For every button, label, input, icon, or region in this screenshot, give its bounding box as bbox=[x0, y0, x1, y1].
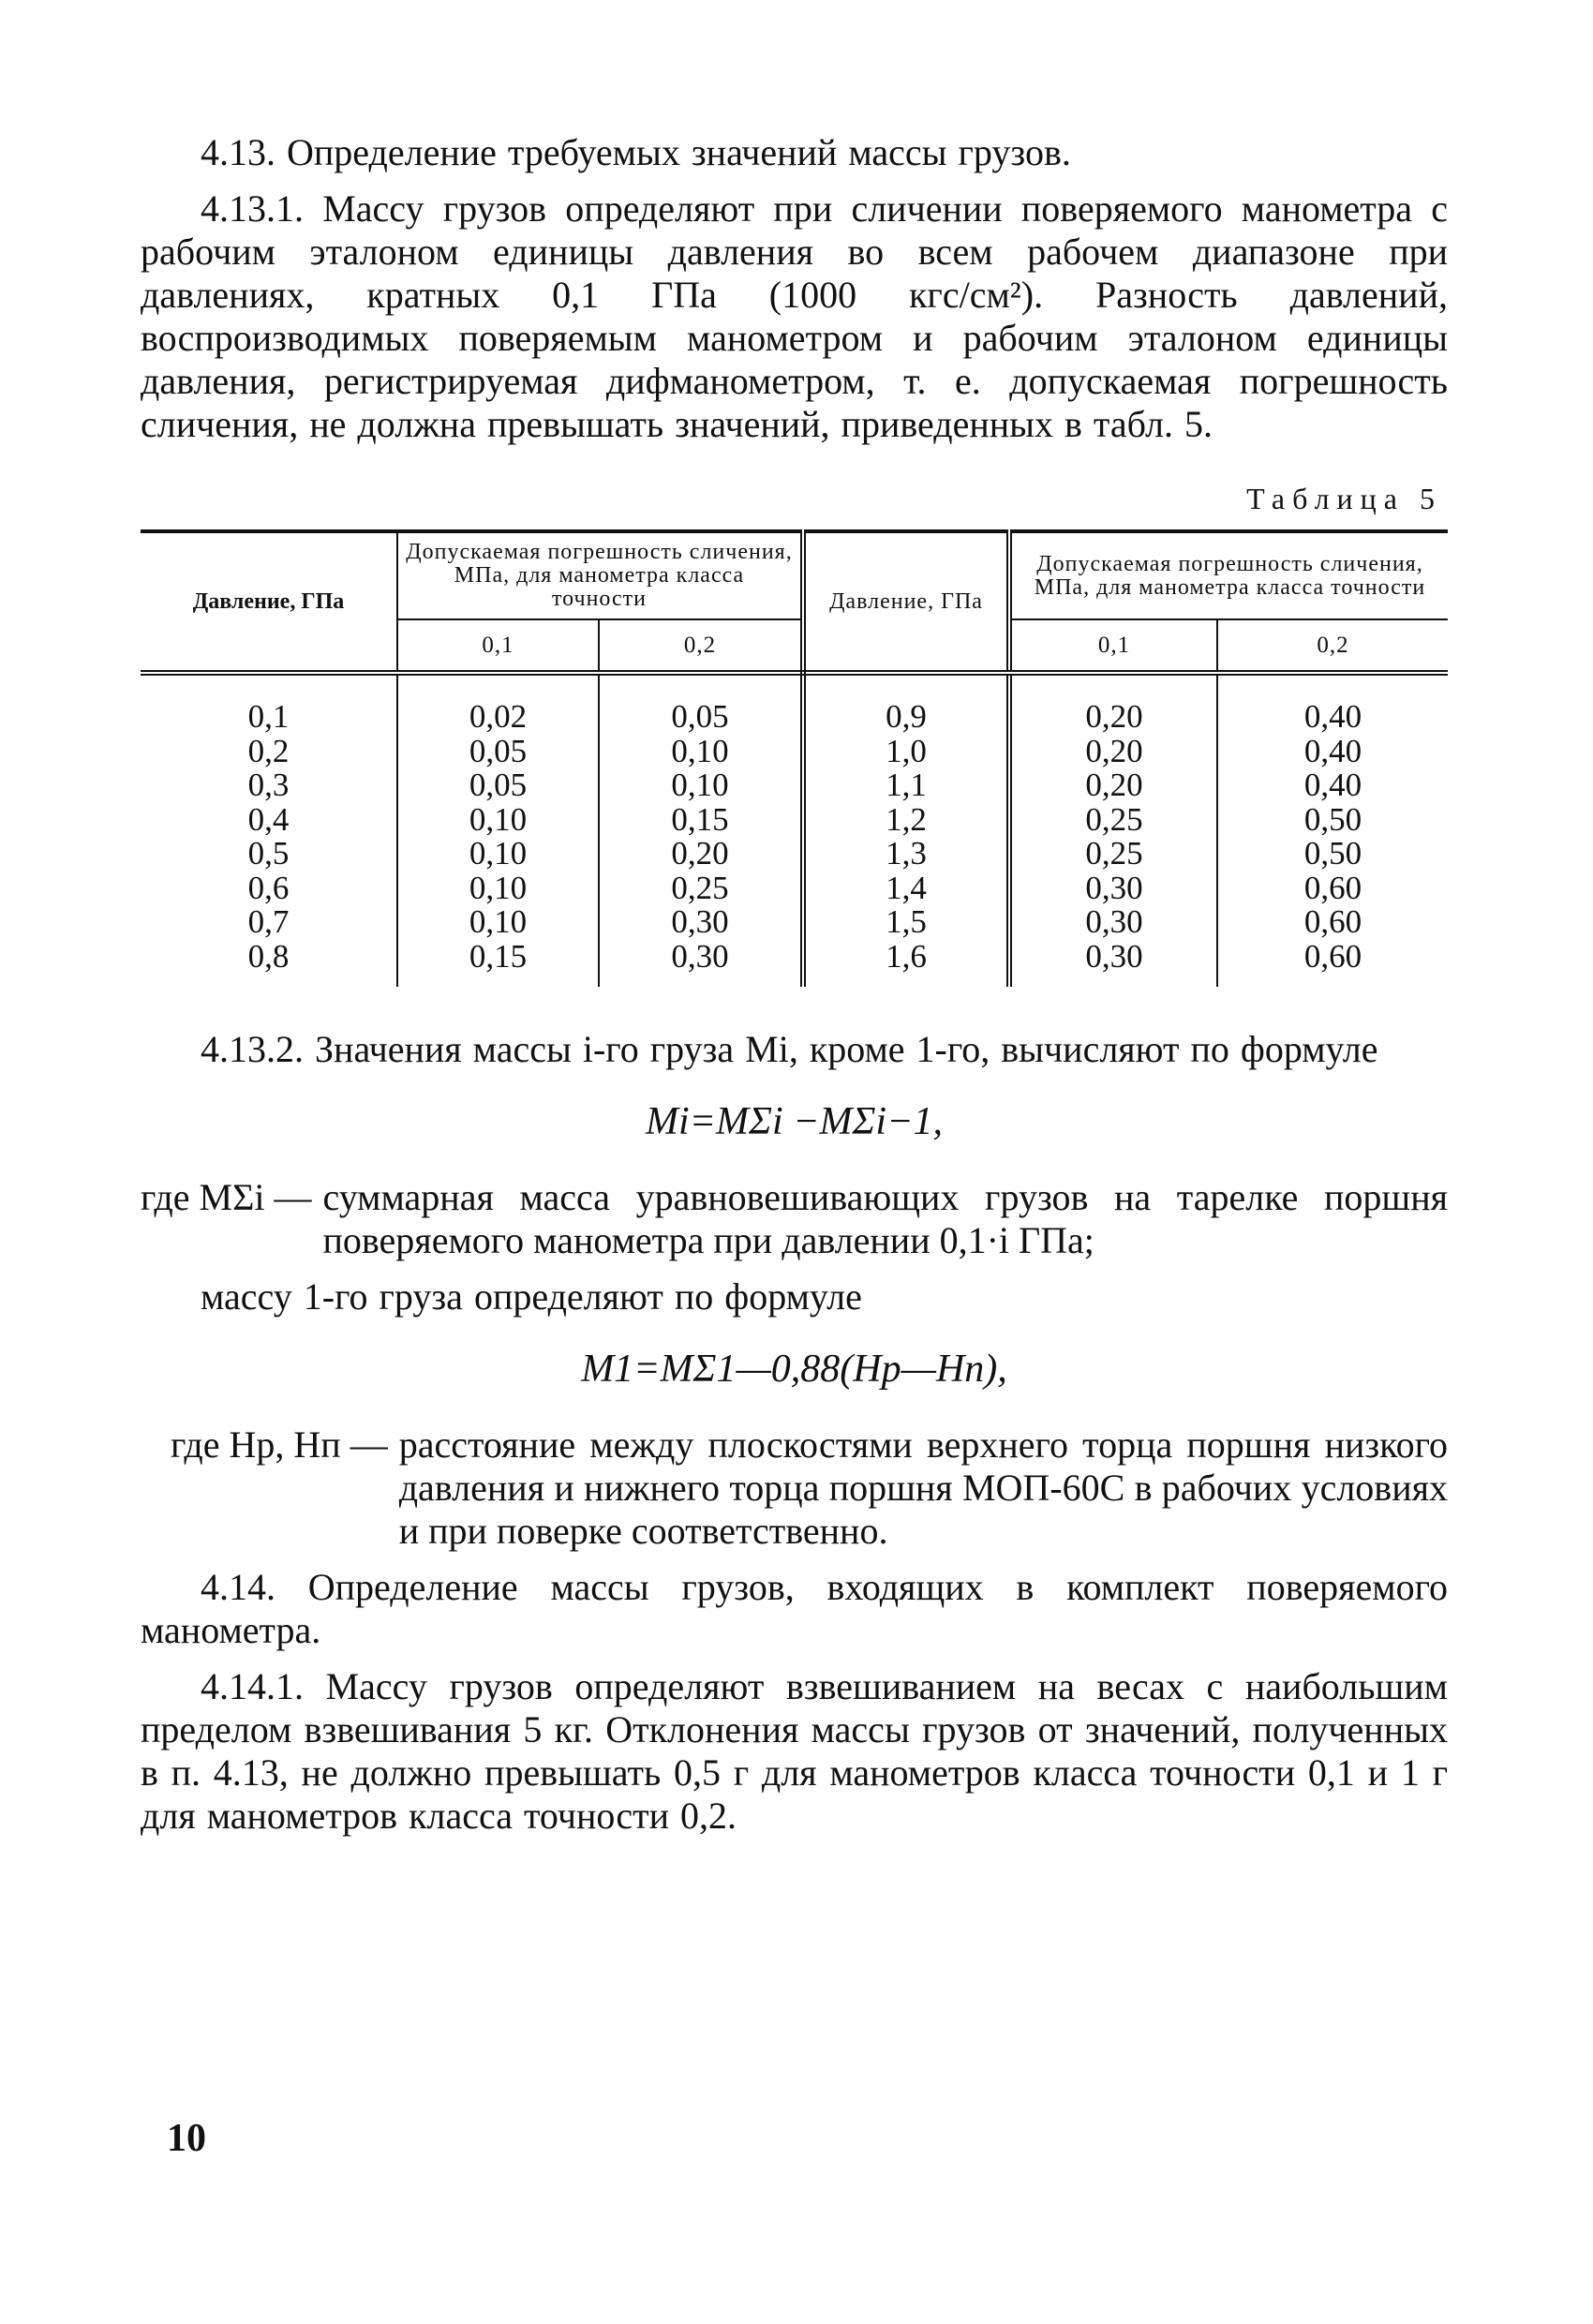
table-cell-value: 1,3 bbox=[886, 835, 927, 872]
table-cell-value: 0,10 bbox=[469, 800, 528, 838]
formula-mass-1: M1=MΣ1—0,88(Hр—Hп), bbox=[581, 1348, 1007, 1391]
paragraph-4-14-1: 4.14.1. Массу грузов определяют взвешиванием на весах с наибольшим пределом взвешивания 5 кг. Отклонения массы грузов от значений, полученных в п. 4.13, не должно превышать 0,5 г для манометров класса точности 0,1 и 1 г для манометров класса точности 0,2. bbox=[141, 1665, 1448, 1837]
table-cell-value: 0,20 bbox=[671, 835, 729, 872]
table-cell-value: 0,10 bbox=[469, 835, 528, 872]
table-cell-value: 0,15 bbox=[671, 800, 729, 838]
column-pressure-left bbox=[141, 673, 397, 987]
column-error-01-left bbox=[397, 673, 599, 987]
header-error-right: Допускаемая погрешность сличения, МПа, для манометра класса точности bbox=[1009, 531, 1448, 619]
table-cell-value: 0,05 bbox=[469, 767, 528, 803]
section-heading-4-13: 4.13. Определение требуемых значений массы грузов. bbox=[201, 131, 1071, 173]
table-cell-value: 0,30 bbox=[1085, 903, 1143, 940]
table-cell-value: 0,3 bbox=[247, 767, 290, 803]
column-pressure-right bbox=[803, 673, 1009, 987]
header-pressure-left: Давление, ГПа bbox=[141, 531, 397, 673]
table-cell-value: 0,60 bbox=[1303, 869, 1362, 906]
table-cell-value: 0,20 bbox=[1085, 698, 1143, 735]
table-cell-value: 0,60 bbox=[1303, 937, 1362, 975]
table-cell-value: 0,05 bbox=[671, 698, 729, 735]
table-cell-value: 0,10 bbox=[469, 903, 528, 940]
formula-mass-i: Mi=MΣi −MΣi−1, bbox=[646, 1100, 943, 1143]
table-cell-value: 0,1 bbox=[247, 698, 290, 735]
table-cell-value: 0,50 bbox=[1303, 800, 1362, 838]
table-cell-value: 1,1 bbox=[886, 767, 927, 803]
table-cell-value: 0,10 bbox=[469, 869, 528, 906]
table-cell-value: 0,40 bbox=[1303, 698, 1362, 735]
header-class-01-right: 0,1 bbox=[1009, 619, 1217, 673]
table-cell-value: 1,4 bbox=[886, 869, 927, 906]
table-cell-value: 0,40 bbox=[1303, 732, 1362, 769]
where-clause-2 bbox=[141, 1423, 1448, 1553]
paragraph-4-13-2: 4.13.2. Значения массы i-го груза Mi, кроме 1-го, вычисляют по формуле bbox=[201, 1028, 1378, 1070]
column-error-02-right bbox=[1217, 673, 1448, 987]
page-number: 10 bbox=[167, 2117, 206, 2160]
table-cell-value: 1,0 bbox=[886, 732, 927, 769]
table-cell-value: 0,4 bbox=[247, 800, 290, 838]
section-heading-4-14: 4.14. Определение массы грузов, входящих в комплект поверяемого манометра. bbox=[141, 1566, 1448, 1651]
column-error-02-left bbox=[599, 673, 803, 987]
table-cell-value: 0,30 bbox=[1085, 937, 1143, 975]
table-cell-value: 0,9 bbox=[886, 698, 927, 735]
table-cell-value: 0,20 bbox=[1085, 767, 1143, 803]
table-cell-value: 0,30 bbox=[1085, 869, 1143, 906]
header-class-02-left: 0,2 bbox=[599, 619, 803, 673]
table-cell-value: 0,15 bbox=[469, 937, 528, 975]
header-pressure-right: Давление, ГПа bbox=[803, 531, 1009, 673]
table-cell-value: 0,8 bbox=[247, 937, 290, 975]
document-page bbox=[141, 131, 1448, 1851]
column-error-01-right bbox=[1009, 673, 1217, 987]
where-text-2: расстояние между плоскостями верхнего торца поршня низкого давления и нижнего торца поршня МОП-60С в рабочих условиях и при поверке соответственно. bbox=[398, 1423, 1448, 1552]
table-cell-value: 0,02 bbox=[469, 698, 528, 735]
where-clause-1 bbox=[141, 1176, 1448, 1262]
table-cell-value: 0,05 bbox=[469, 732, 528, 769]
table-cell-value: 1,2 bbox=[886, 800, 927, 838]
table-cell-value: 0,10 bbox=[671, 767, 729, 803]
table-cell-value: 0,7 bbox=[247, 903, 290, 940]
table-cell-value: 0,2 bbox=[247, 732, 290, 769]
table-cell-value: 0,30 bbox=[671, 903, 729, 940]
table-cell-value: 0,20 bbox=[1085, 732, 1143, 769]
table-cell-value: 0,50 bbox=[1303, 835, 1362, 872]
header-class-02-right: 0,2 bbox=[1217, 619, 1448, 673]
table-cell-value: 0,25 bbox=[1085, 800, 1143, 838]
table-cell-value: 0,40 bbox=[1303, 767, 1362, 803]
header-error-left: Допускаемая погрешность сличения, МПа, для манометра класса точности bbox=[397, 531, 803, 619]
table-cell-value: 0,5 bbox=[247, 835, 290, 872]
table-cell-value: 1,5 bbox=[886, 903, 927, 940]
table-caption: Таблица 5 bbox=[1246, 482, 1442, 515]
table-cell-value: 1,6 bbox=[886, 937, 927, 975]
header-class-01-left: 0,1 bbox=[397, 619, 599, 673]
table-cell-value: 0,25 bbox=[671, 869, 729, 906]
table-cell-value: 0,30 bbox=[671, 937, 729, 975]
where-lead-2: где Hр, Hп — bbox=[171, 1423, 388, 1466]
table-5 bbox=[141, 529, 1448, 987]
table-cell-value: 0,25 bbox=[1085, 835, 1143, 872]
table-cell-value: 0,60 bbox=[1303, 903, 1362, 940]
table-cell-value: 0,6 bbox=[247, 869, 290, 906]
where-lead-1: где MΣi — bbox=[141, 1176, 312, 1218]
table-cell-value: 0,10 bbox=[671, 732, 729, 769]
paragraph-4-13-1: 4.13.1. Массу грузов определяют при сличении поверяемого манометра с рабочим эталоном единицы давления во всем рабочем диапазоне при давлениях, кратных 0,1 ГПа (1000 кгс/см²). Разность давлений, воспроизводимых поверяемым манометром и рабочим эталоном единицы давления, регистрируемая дифманометром, т. е. допускаемая погрешность сличения, не должна превышать значений, приведенных в табл. 5. bbox=[141, 187, 1448, 445]
where-text-1: суммарная масса уравновешивающих грузов на тарелке поршня поверяемого манометра при давлении 0,1·i ГПа; bbox=[322, 1176, 1448, 1261]
paragraph-first-load: массу 1-го груза определяют по формуле bbox=[201, 1275, 862, 1318]
